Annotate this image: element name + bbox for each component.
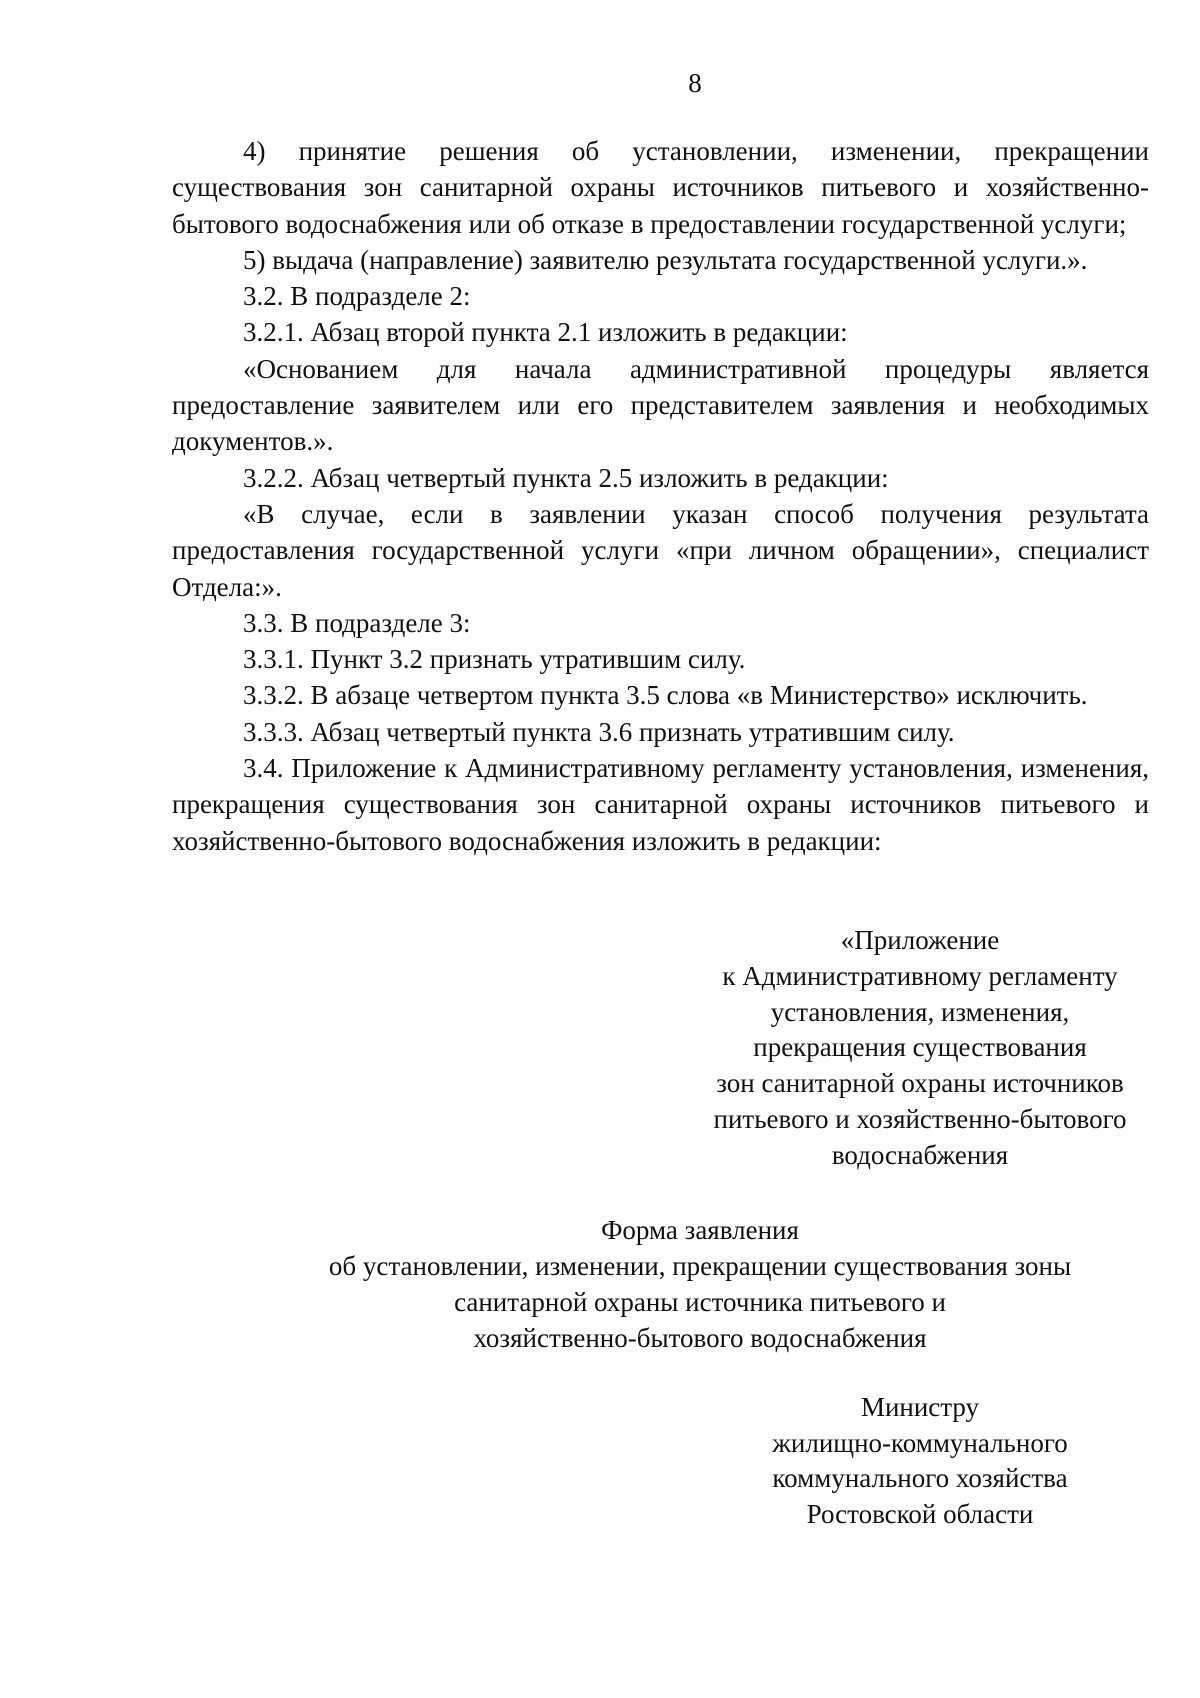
form-title xyxy=(250,1212,1150,1356)
addressee-line: Министру xyxy=(860,1392,980,1422)
addressee-block xyxy=(720,1390,1120,1532)
addressee-line: Ростовской области xyxy=(806,1498,1034,1529)
appendix-line: питьевого и хозяйственно-бытового xyxy=(713,1103,1127,1134)
paragraph-3-3-3: 3.3.3. Абзац четвертый пункта 3.6 признать утратившим силу. xyxy=(243,716,955,747)
paragraph-3-4: 3.4. Приложение к Административному регламенту установления, изменения, прекращения существования зон санитарной охраны источников питьевого и хозяйственно-бытового водоснабжения изложить в редакции: xyxy=(172,753,1149,856)
paragraph-3-3: 3.3. В подразделе 3: xyxy=(243,607,471,638)
form-title-line: Форма заявления xyxy=(601,1215,799,1245)
appendix-heading xyxy=(690,923,1150,1174)
page-number: 8 xyxy=(688,68,702,98)
appendix-line: установления, изменения, xyxy=(770,996,1070,1027)
paragraph-quote-case: «В случае, если в заявлении указан способ получения результата предоставления государственной услуги «при личном обращении», специалист Отдела:». xyxy=(172,498,1149,602)
paragraph-3-2-1: 3.2.1. Абзац второй пункта 2.1 изложить в редакции: xyxy=(243,317,848,348)
form-title-line: об установлении, изменении, прекращении существования зоны xyxy=(328,1251,1072,1281)
appendix-line: водоснабжения xyxy=(831,1139,1009,1170)
form-title-line: хозяйственно-бытового водоснабжения xyxy=(473,1323,927,1353)
addressee-line: коммунального хозяйства xyxy=(772,1463,1068,1493)
appendix-line: прекращения существования xyxy=(753,1032,1087,1063)
paragraph-item-4: 4) принятие решения об установлении, изменении, прекращении существования зон санитарной охраны источников питьевого и хозяйственно-бытового водоснабжения или об отказе в предоставлении государственной услуги; xyxy=(172,136,1149,239)
paragraph-item-5: 5) выдача (направление) заявителю результата государственной услуги.». xyxy=(243,244,1088,275)
paragraph-3-2-2: 3.2.2. Абзац четвертый пункта 2.5 изложить в редакции: xyxy=(243,462,889,493)
paragraph-quote-basis: «Основанием для начала административной процедуры является предоставление заявителем или его представителем заявления и необходимых документов.». xyxy=(172,353,1149,457)
appendix-line: зон санитарной охраны источников xyxy=(716,1068,1124,1099)
addressee-line: жилищно-коммунального xyxy=(772,1427,1068,1458)
paragraph-3-3-1: 3.3.1. Пункт 3.2 признать утратившим силу. xyxy=(243,644,746,675)
paragraph-3-2: 3.2. В подразделе 2: xyxy=(243,281,471,312)
appendix-line: «Приложение xyxy=(840,925,1000,955)
paragraph-3-3-2: 3.3.2. В абзаце четвертом пункта 3.5 слова «в Министерство» исключить. xyxy=(243,680,1088,711)
document-body xyxy=(172,133,1149,859)
appendix-line: к Административному регламенту xyxy=(722,960,1118,991)
form-title-line: санитарной охраны источника питьевого и xyxy=(454,1287,946,1317)
